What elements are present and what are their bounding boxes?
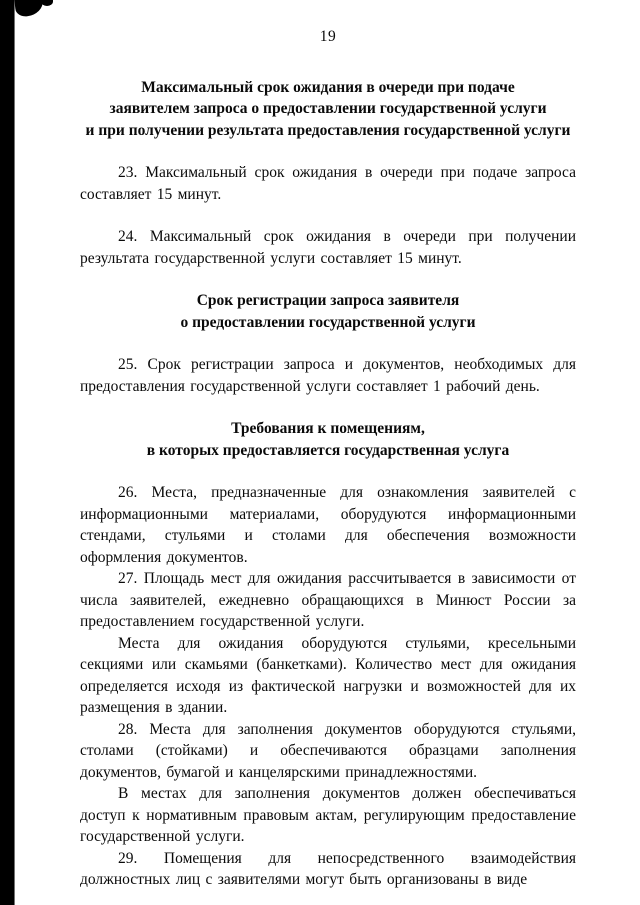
heading-line: Максимальный срок ожидания в очереди при подаче bbox=[141, 78, 515, 96]
paragraph-25: 25. Срок регистрации запроса и документов, необходимых для предоставления государственной услуги составляет 1 рабочий день. bbox=[80, 356, 576, 395]
heading-line: в которых предоставляется государственная услуга bbox=[146, 441, 510, 459]
scan-edge-bar bbox=[0, 0, 14, 905]
heading-line: о предоставлении государственной услуги bbox=[180, 313, 476, 331]
paragraph-23: 23. Максимальный срок ожидания в очереди при подаче запроса составляет 15 минут. bbox=[80, 164, 576, 203]
heading-premises bbox=[80, 418, 576, 461]
paragraph-28-continuation: В местах для заполнения документов должен обеспечиваться доступ к нормативным правовым актам, регулирующим предоставление государственной услуги. bbox=[80, 785, 576, 845]
heading-line: Срок регистрации запроса заявителя bbox=[196, 292, 460, 309]
paragraph-26: 26. Места, предназначенные для ознакомления заявителей с информационными материалами, оборудуются информационными стендами, стульями и столами для обеспечения возможности оформления документов. bbox=[80, 484, 576, 566]
heading-waiting-time bbox=[80, 77, 576, 142]
paragraph-29: 29. Помещения для непосредственного взаимодействия должностных лиц с заявителями могут быть организованы в виде bbox=[80, 849, 576, 888]
page-number: 19 bbox=[319, 28, 337, 45]
scan-corner-mark bbox=[14, 0, 44, 18]
paragraph-27: 27. Площадь мест для ожидания рассчитывается в зависимости от числа заявителей, ежедневно обращающихся в Минюст России за предоставлением государственной услуги. bbox=[80, 570, 576, 630]
page-content bbox=[80, 0, 576, 891]
heading-line: заявителем запроса о предоставлении государственной услуги bbox=[109, 100, 547, 117]
paragraph-27-continuation: Места для ожидания оборудуются стульями, кресельными секциями или скамьями (банкетками). Количество мест для ожидания определяется исходя из фактической нагрузки и возможностей для их размещения в здании. bbox=[80, 634, 576, 716]
paragraph-28: 28. Места для заполнения документов оборудуются стульями, столами (стойками) и обеспечиваются образцами заполнения документов, бумагой и канцелярскими принадлежностями. bbox=[80, 720, 576, 781]
heading-line: и при получении результата предоставления государственной услуги bbox=[85, 121, 571, 139]
scan-corner-mark-small bbox=[41, 0, 53, 6]
heading-registration bbox=[80, 290, 576, 333]
paragraph-24: 24. Максимальный срок ожидания в очереди при получении результата государственной услуги составляет 15 минут. bbox=[80, 228, 576, 267]
heading-line: Требования к помещениям, bbox=[231, 420, 425, 437]
